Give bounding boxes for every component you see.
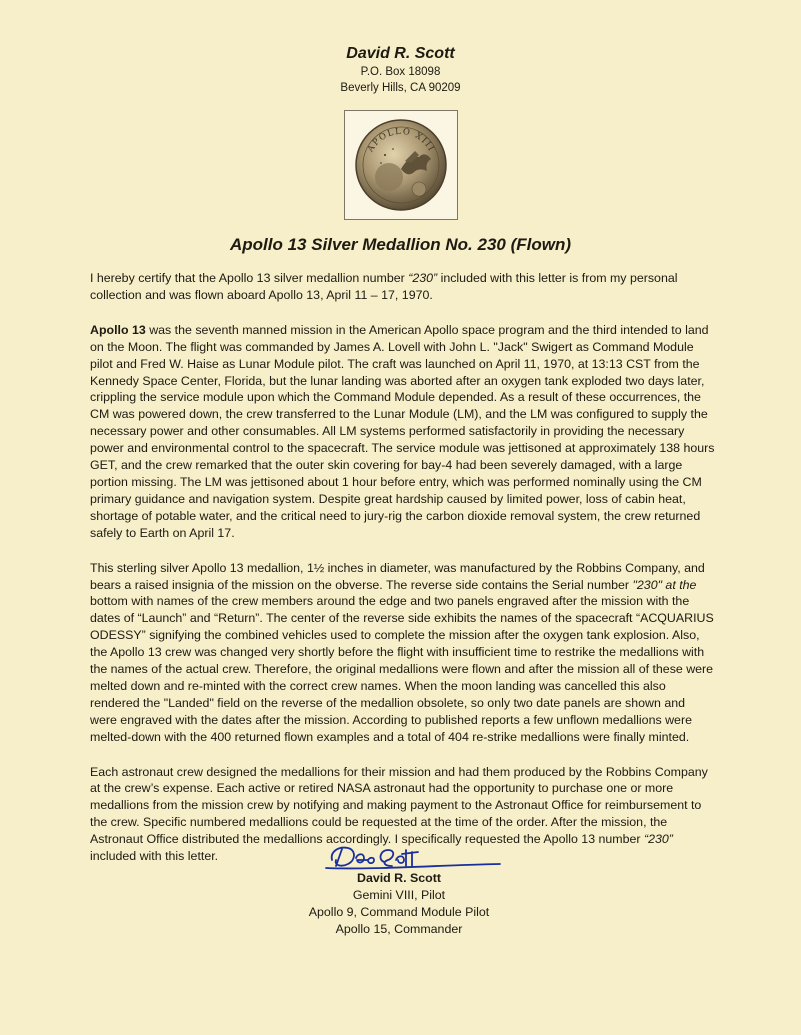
serial-number: “230” <box>408 271 438 285</box>
certification-paragraph: I hereby certify that the Apollo 13 silver medallion number “230” included with this letter is from my personal collection and was flown aboard Apollo 13, April 11 – 17, 1970. <box>90 271 678 302</box>
medallion-inscription: APOLLO XIII <box>365 126 437 154</box>
signer-role-apollo-9: Apollo 9, Command Module Pilot <box>308 905 490 919</box>
medallion-image <box>345 111 457 219</box>
signer-role-apollo-15: Apollo 15, Commander <box>335 922 463 936</box>
letterhead-name: David R. Scott <box>346 45 455 62</box>
signature-block <box>284 870 514 938</box>
signer-role-gemini: Gemini VIII, Pilot <box>352 888 446 902</box>
letterhead-city: Beverly Hills, CA 90209 <box>340 82 461 94</box>
medallion-photo <box>344 110 458 220</box>
medallion-provenance-paragraph: Each astronaut crew designed the medallions for their mission and had them produced by the Robbins Company at the crew’s expense. Each active or retired NASA astronaut had the opportunity to purchase one or more medallions from the mission crew by notifying and making payment to the Astronaut Office for reimbursement to the crew. Specific numbered medallions could be requested at the time of the order. After the mission, the Astronaut Office distributed the medallions accordingly. I specifically requested the Apollo 13 number “230” included with this letter. <box>90 764 708 864</box>
mission-name: Apollo 13 <box>90 322 146 337</box>
certificate-body <box>90 270 715 883</box>
letterhead-po-box: P.O. Box 18098 <box>360 66 441 78</box>
signer-name: David R. Scott <box>357 871 441 885</box>
serial-number-reference: "230" at the <box>632 577 697 592</box>
mission-history-paragraph: Apollo 13 was the seventh manned mission in the American Apollo space program and the third intended to land on the Moon. The flight was commanded by James A. Lovell with John L. "Jack" Swigert as Command Module pilot and Fred W. Haise as Lunar Module pilot. The craft was launched on April 11, 1970, at 13:13 CST from the Kennedy Space Center, Florida, but the lunar landing was aborted after an oxygen tank exploded two days later, crippling the service module upon which the Command Module depended. As a result of these occurrences, the CM was powered down, the crew transferred to the Lunar Module (LM), and the LM was configured to supply the necessary power and other consumables. All LM systems performed satisfactorily in providing the necessary power and environmental control to the spacecraft. The service module was jettisoned at approximately 138 hours GET, and the crew remarked that the outer skin covering for bay-4 had been severely damaged, with a large portion missing. The LM was jettisoned about 1 hour before entry, which was performed nominally using the CM primary guidance and navigation system. Despite great hardship caused by limited power, loss of cabin heat, shortage of potable water, and the critical need to jury-rig the carbon dioxide removal system, the crew returned safely to Earth on April 17. <box>90 322 715 540</box>
serial-number-request: “230” <box>643 832 673 847</box>
medallion-description-paragraph: This sterling silver Apollo 13 medallion, 1½ inches in diameter, was manufactured by the Robbins Company, and bears a raised insignia of the mission on the obverse. The reverse side contains the Serial number "230" at the bottom with names of the crew members around the edge and two panels engraved after the mission with the dates of “Launch” and “Return”. The center of the reverse side exhibits the names of the spacecraft “ACQUARIUS ODESSY” signifying the combined vehicles used to complete the mission after the oxygen tank explosion. Also, the Apollo 13 crew was changed very shortly before the flight with insufficient time to restrike the medallions with the names of the actual crew. Therefore, the original medallions were flown and after the mission all of these were melted down and re-minted with the correct crew names. When the moon landing was cancelled this also rendered the "Landed" field on the reverse of the medallion obsolete, so only two date panels are shown and were engraved with the dates after the mission. According to published reports a few unflown medallions were melted-down with the 400 returned flown examples and a total of 404 re-strike medallions were finally minted. <box>90 560 714 744</box>
certificate-title: Apollo 13 Silver Medallion No. 230 (Flown) <box>230 235 571 254</box>
letterhead <box>0 44 801 96</box>
